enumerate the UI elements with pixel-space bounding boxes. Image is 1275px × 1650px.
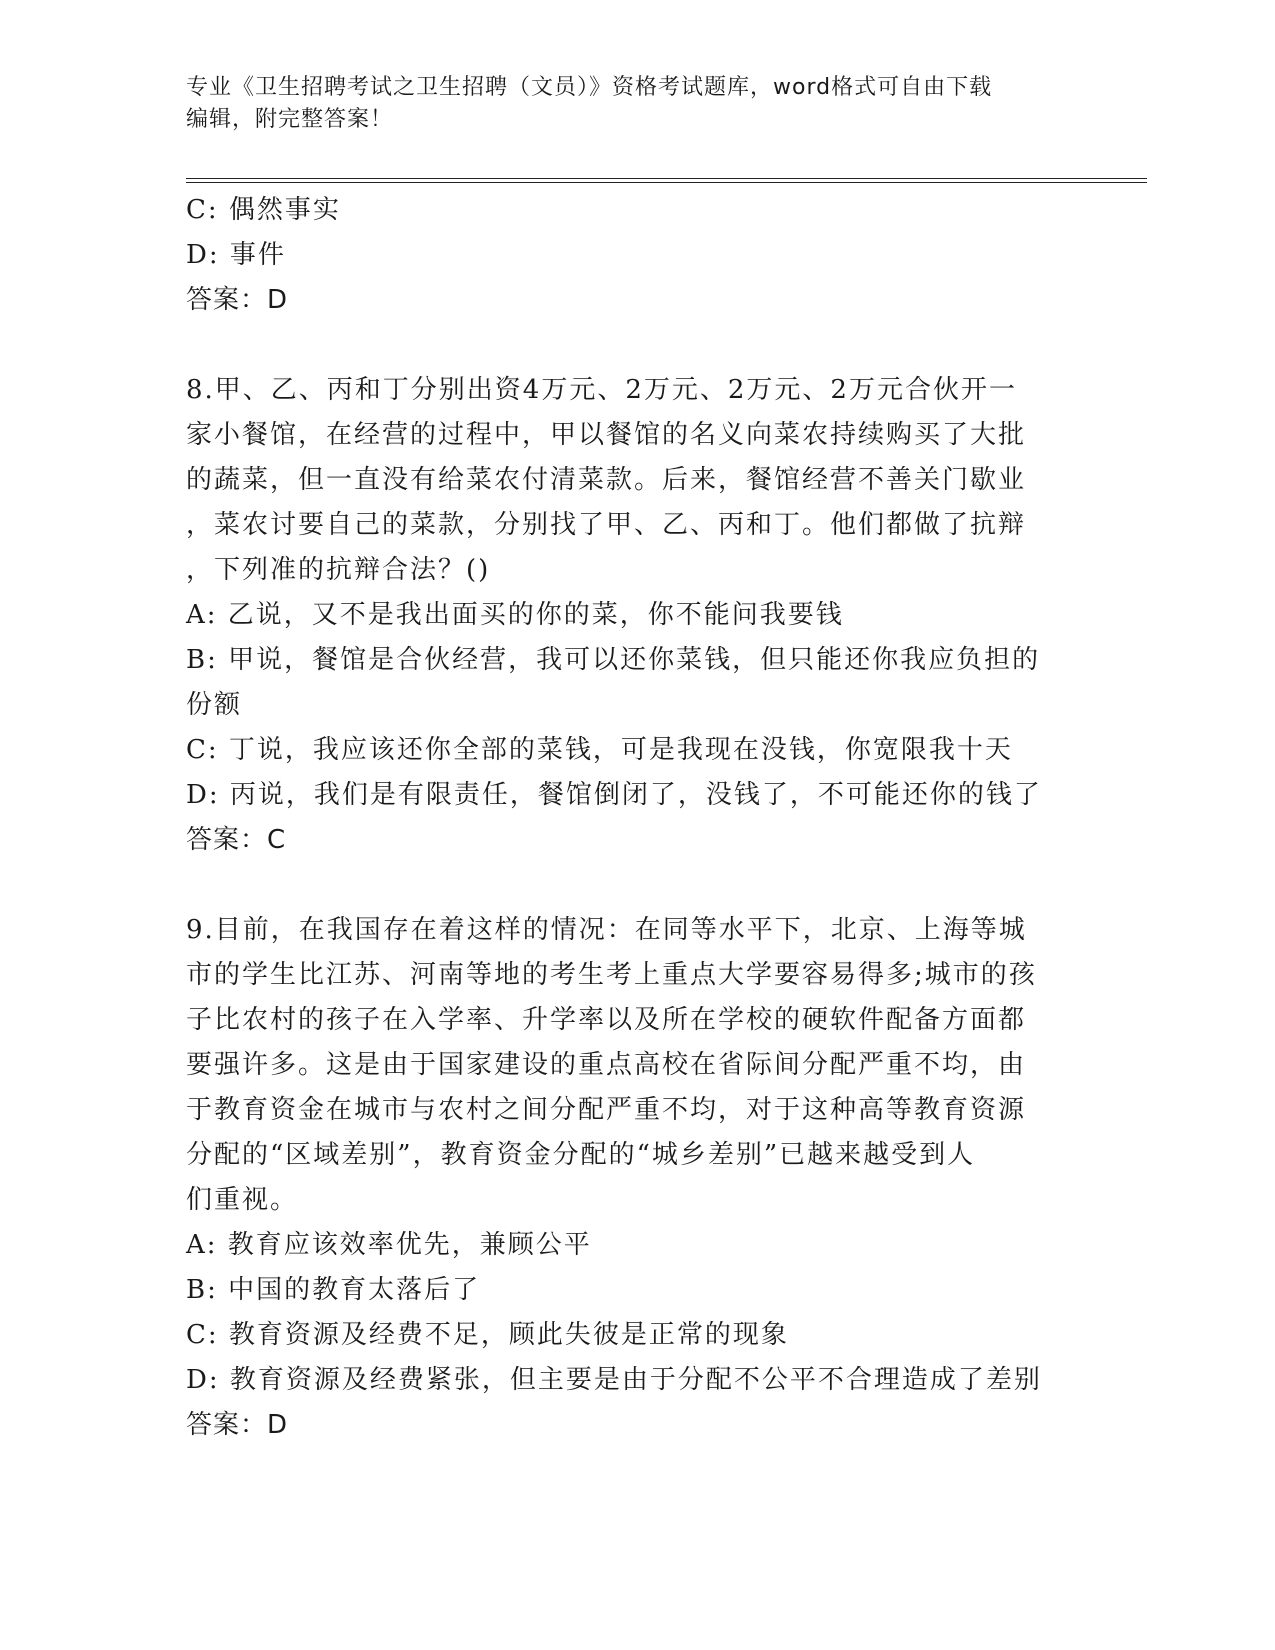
- spacer: [186, 863, 1086, 908]
- q9-answer: 答案：D: [186, 1410, 289, 1440]
- q8-answer: 答案：C: [186, 825, 287, 855]
- q9-option-a: A: 教育应该效率优先，兼顾公平: [186, 1230, 592, 1260]
- q9-stem-line: 市的学生比江苏、河南等地的考生考上重点大学要容易得多;城市的孩: [186, 960, 1037, 990]
- q8-option-b-continued: 份额: [186, 690, 243, 720]
- header-divider-top: [186, 178, 1147, 179]
- q8-option-c: C: 丁说，我应该还你全部的菜钱，可是我现在没钱，你宽限我十天: [186, 735, 1013, 765]
- q9-option-d: D: 教育资源及经费紧张，但主要是由于分配不公平不合理造成了差别: [186, 1365, 1042, 1395]
- q9-stem-line: 分配的“区域差别”，教育资金分配的“城乡差别”已越来越受到人: [186, 1140, 976, 1170]
- q8-option-d: D: 丙说，我们是有限责任，餐馆倒闭了，没钱了，不可能还你的钱了: [186, 780, 1042, 810]
- document-header: [186, 72, 1066, 136]
- q8-stem-line: 8.甲、乙、丙和丁分别出资4万元、2万元、2万元、2万元合伙开一: [186, 375, 1017, 405]
- q9-stem-line: 于教育资金在城市与农村之间分配严重不均，对于这种高等教育资源: [186, 1095, 1027, 1125]
- q9-option-b: B: 中国的教育太落后了: [186, 1275, 481, 1305]
- header-divider-bottom: [186, 182, 1147, 183]
- q9-stem-line: 子比农村的孩子在入学率、升学率以及所在学校的硬软件配备方面都: [186, 1005, 1027, 1035]
- q7-option-c: C: 偶然事实: [186, 195, 341, 225]
- q9-stem-line: 要强许多。这是由于国家建设的重点高校在省际间分配严重不均，由: [186, 1050, 1027, 1080]
- question-9: [186, 908, 1086, 1448]
- q9-option-c: C: 教育资源及经费不足，顾此失彼是正常的现象: [186, 1320, 789, 1350]
- q8-stem-line: 家小餐馆，在经营的过程中，甲以餐馆的名义向菜农持续购买了大批: [186, 420, 1027, 450]
- q9-stem-line: 9.目前，在我国存在着这样的情况：在同等水平下，北京、上海等城: [186, 915, 1027, 945]
- spacer: [186, 323, 1086, 368]
- q8-stem-line: ，菜农讨要自己的菜款，分别找了甲、乙、丙和丁。他们都做了抗辩: [186, 510, 1027, 540]
- question-7: [186, 188, 1086, 323]
- q8-option-b: B: 甲说，餐馆是合伙经营，我可以还你菜钱，但只能还你我应负担的: [186, 645, 1041, 675]
- question-8: [186, 368, 1086, 863]
- q9-stem-line: 们重视。: [186, 1185, 299, 1215]
- header-line-2: 编辑，附完整答案！: [186, 107, 394, 132]
- q7-answer: 答案：D: [186, 285, 289, 315]
- q8-stem-line: ，下列准的抗辩合法？(): [186, 555, 491, 585]
- q7-option-d: D: 事件: [186, 240, 286, 270]
- q8-stem-line: 的蔬菜，但一直没有给菜农付清菜款。后来，餐馆经营不善关门歇业: [186, 465, 1027, 495]
- question-content: [186, 188, 1086, 1448]
- q8-option-a: A: 乙说，又不是我出面买的你的菜，你不能问我要钱: [186, 600, 844, 630]
- header-line-1: 专业《卫生招聘考试之卫生招聘（文员）》资格考试题库，word格式可自由下载: [186, 75, 993, 100]
